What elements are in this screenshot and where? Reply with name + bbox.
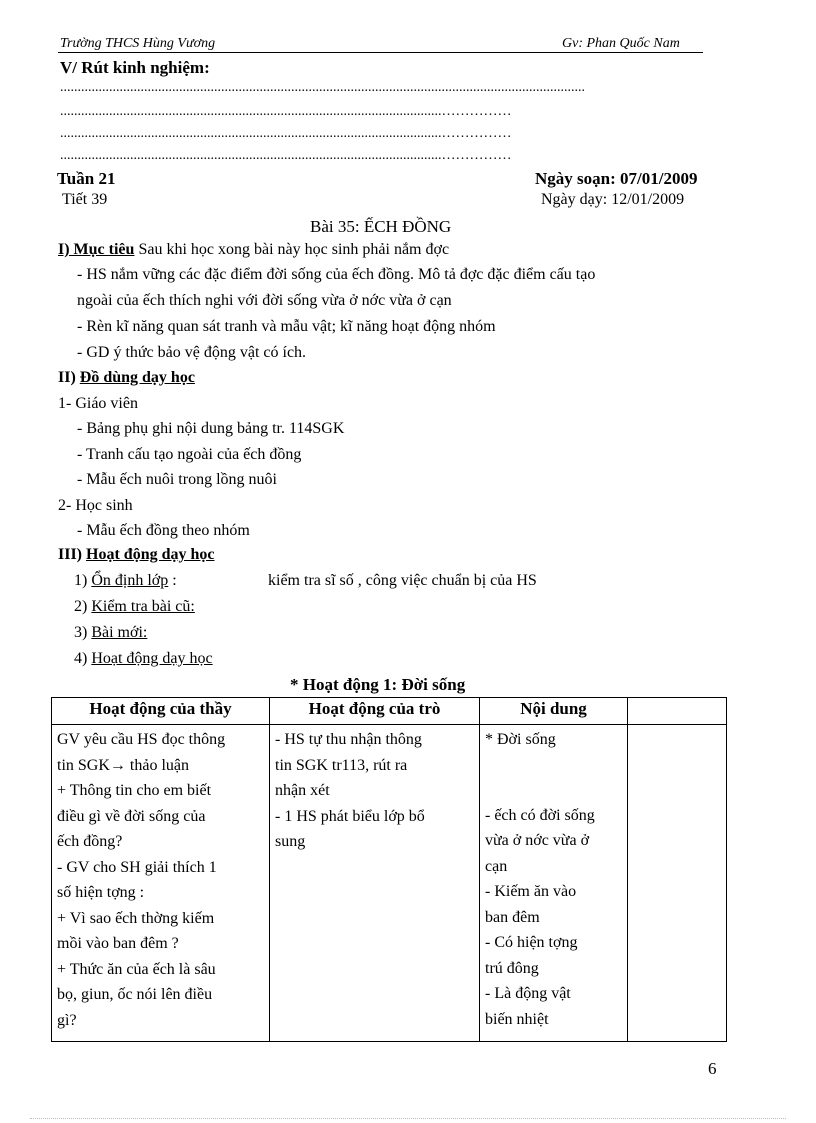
- step-label: Bài mới:: [91, 624, 148, 641]
- step-detail: kiểm tra sĩ số , công việc chuẩn bị của HS: [268, 572, 537, 589]
- objective-line: - HS nắm vững các đặc điểm đời sống của ếch đồng. Mô tả đợc đặc điểm cấu tạo: [77, 266, 596, 283]
- objectives-row: [58, 241, 449, 259]
- review-dot-line: .............................................................................................................……………: [60, 148, 512, 163]
- review-dot-line: .............................................................................................................……………: [60, 104, 512, 119]
- header-teacher: Gv: Phan Quốc Nam: [562, 36, 680, 51]
- materials-row: [58, 369, 195, 387]
- teacher-line: + Thông tin cho em biết: [57, 782, 212, 799]
- teacher-line: mồi vào ban đêm ?: [57, 935, 179, 952]
- content-spacer: [485, 753, 622, 778]
- objective-line: - GD ý thức bảo vệ động vật có ích.: [77, 344, 307, 361]
- teacher-line: tin SGK→ thảo luận: [57, 756, 189, 774]
- content-heading: * Đời sống: [485, 731, 556, 748]
- table-header-row: [52, 698, 727, 725]
- teacher-line: + Vì sao ếch thờng kiếm: [57, 909, 215, 927]
- teacher-line: điều gì về đời sống của: [57, 807, 206, 825]
- student-label: 2- Học sinh: [58, 497, 133, 514]
- review-dot-line: ......................................................................................................................................................: [60, 80, 585, 95]
- activity1-table: [51, 697, 727, 1042]
- period-label: Tiết 39: [62, 191, 108, 208]
- prepare-date: Ngày soạn: 07/01/2009: [535, 169, 698, 188]
- student-line: sung: [275, 833, 306, 850]
- teacher-item: - Bảng phụ ghi nội dung bảng tr. 114SGK: [77, 420, 345, 437]
- step-label: Ổn định lớp: [91, 572, 169, 589]
- objectives-intro: Sau khi học xong bài này học sinh phải nắm đợc: [134, 241, 450, 258]
- content-cell: [480, 725, 628, 1042]
- col-header-content: Nội dung: [480, 698, 628, 725]
- activities-row: [58, 546, 214, 564]
- activities-heading: Hoạt động dạy học: [86, 546, 215, 563]
- teacher-line: số hiện tợng :: [57, 884, 145, 901]
- activity-step: [74, 598, 195, 616]
- review-dot-line: .............................................................................................................……………: [60, 126, 512, 141]
- activity-step: [74, 624, 147, 642]
- activity1-title: * Hoạt động 1: Đời sống: [290, 675, 466, 694]
- content-line: - Là động vật: [485, 985, 571, 1002]
- content-line: - Kiếm ăn vào: [485, 883, 577, 900]
- activities-prefix: III): [58, 546, 87, 563]
- student-line: nhận xét: [275, 782, 330, 799]
- content-line: vừa ở nớc vừa ở: [485, 832, 590, 849]
- student-cell: [270, 725, 480, 1042]
- header-divider: [58, 52, 703, 53]
- extra-cell: [628, 725, 727, 1042]
- col-header-teacher: Hoạt động của thầy: [52, 698, 270, 725]
- step-suffix: :: [168, 572, 177, 589]
- step-number: 4): [74, 650, 92, 667]
- teacher-cell: [52, 725, 270, 1042]
- teacher-label: 1- Giáo viên: [58, 395, 138, 412]
- teacher-line: GV yêu cầu HS đọc thông: [57, 731, 226, 748]
- teach-date: Ngày dạy: 12/01/2009: [541, 191, 685, 208]
- lesson-title: Bài 35: ẾCH ĐỒNG: [310, 217, 452, 236]
- content-line: trú đông: [485, 959, 539, 977]
- student-item: - Mẫu ếch đồng theo nhóm: [77, 522, 250, 539]
- teacher-line: - GV cho SH giải thích 1: [57, 858, 217, 876]
- activity-step: [74, 650, 213, 668]
- col-header-extra: [628, 698, 727, 725]
- teacher-line: bọ, giun, ốc nói lên điều: [57, 986, 213, 1003]
- materials-heading: Đồ dùng dạy học: [79, 369, 195, 386]
- review-title: V/ Rút kinh nghiệm:: [60, 58, 210, 77]
- content-line: ban đêm: [485, 908, 540, 926]
- student-line: - 1 HS phát biểu lớp bổ: [275, 807, 425, 825]
- footer-divider: [30, 1118, 786, 1119]
- content-line: - ếch có đời sống: [485, 806, 595, 824]
- objectives-heading: I) Mục tiêu: [58, 241, 135, 258]
- header-school: Trường THCS Hùng Vương: [60, 36, 216, 51]
- step-number: 2): [74, 598, 92, 615]
- content-line: biến nhiệt: [485, 1010, 549, 1028]
- content-line: cạn: [485, 857, 508, 875]
- teacher-item: - Mẫu ếch nuôi trong lồng nuôi: [77, 471, 277, 488]
- teacher-line: gì?: [57, 1011, 77, 1029]
- teacher-item: - Tranh cấu tạo ngoài của ếch đồng: [77, 446, 302, 463]
- week-label: Tuần 21: [57, 169, 116, 188]
- step-number: 1): [74, 572, 92, 589]
- content-spacer: [485, 778, 622, 803]
- page-number: 6: [708, 1059, 717, 1078]
- activity-step: [74, 572, 177, 590]
- objective-line: - Rèn kĩ năng quan sát tranh và mẫu vật; kĩ năng hoạt động nhóm: [77, 318, 496, 335]
- content-line: - Có hiện tợng: [485, 934, 578, 951]
- table-row: [52, 725, 727, 1042]
- step-label: Hoạt động dạy học: [91, 650, 213, 667]
- col-header-student: Hoạt động của trò: [270, 698, 480, 725]
- teacher-line: + Thức ăn của ếch là sâu: [57, 960, 216, 978]
- student-line: - HS tự thu nhận thông: [275, 731, 422, 748]
- teacher-line: ếch đồng?: [57, 833, 123, 850]
- student-line: tin SGK tr113, rút ra: [275, 756, 408, 774]
- materials-prefix: II): [58, 369, 80, 386]
- objective-line: ngoài của ếch thích nghi với đời sống vừa ở nớc vừa ở cạn: [77, 292, 452, 309]
- step-label: Kiểm tra bài cũ:: [91, 598, 195, 615]
- step-number: 3): [74, 624, 92, 641]
